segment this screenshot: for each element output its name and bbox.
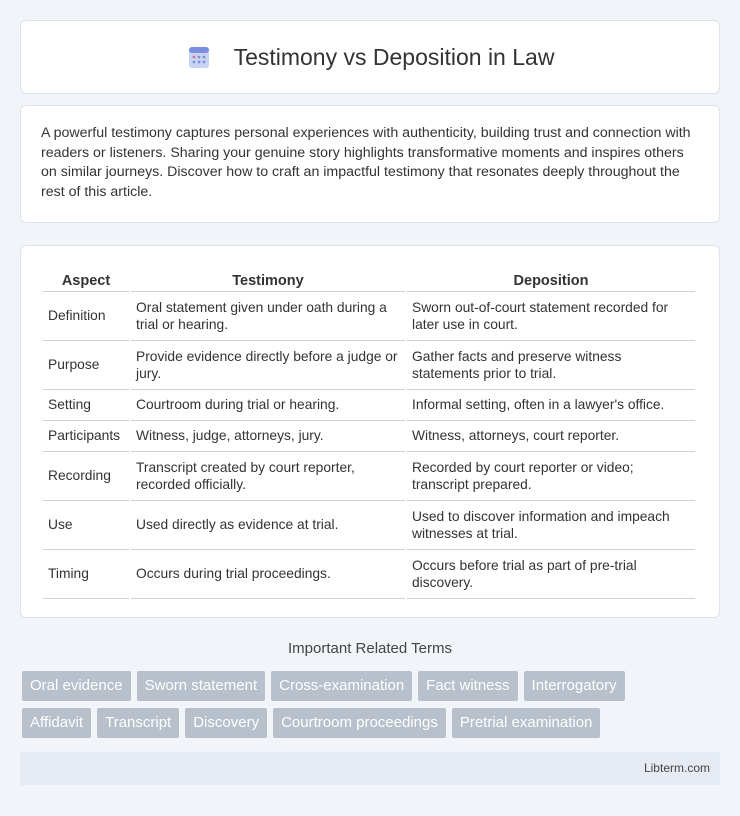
table-row [43,421,695,452]
header-card [20,20,720,94]
header-deposition: Deposition [407,266,695,292]
intro-text: A powerful testimony captures personal experiences with authenticity, building trust and connection with readers or listeners. Sharing your genuine story highlights transformative moments and inspires others on similar journeys. Discover how to craft an impactful testimony that resonates deeply throughout the rest of this article. [41,125,691,200]
tag-courtroom-proceedings[interactable]: Courtroom proceedings [273,708,446,738]
table-row [43,452,695,501]
comparison-table-card [20,245,720,618]
deposition-cell: Recorded by court reporter or video; transcript prepared. [407,452,695,501]
deposition-cell: Gather facts and preserve witness statements prior to trial. [407,341,695,390]
aspect-cell: Definition [43,292,129,341]
deposition-cell: Used to discover information and impeach witnesses at trial. [407,501,695,550]
page-title: Testimony vs Deposition in Law [233,43,555,70]
testimony-cell: Transcript created by court reporter, recorded officially. [131,452,405,501]
aspect-cell: Timing [43,550,129,599]
header-testimony: Testimony [131,266,405,292]
header-aspect: Aspect [43,266,129,292]
aspect-cell: Setting [43,390,129,421]
testimony-cell: Oral statement given under oath during a trial or hearing. [131,292,405,341]
footer-site-link[interactable]: Libterm.com [643,761,710,775]
related-terms-list [22,671,722,745]
deposition-cell: Sworn out-of-court statement recorded for later use in court. [407,292,695,341]
table-row [43,390,695,421]
tag-fact-witness[interactable]: Fact witness [418,671,517,701]
intro-card [20,105,720,223]
table-row [43,550,695,599]
tag-cross-examination[interactable]: Cross-examination [271,671,412,701]
testimony-cell: Provide evidence directly before a judge or jury. [131,341,405,390]
testimony-cell: Occurs during trial proceedings. [131,550,405,599]
aspect-cell: Purpose [43,341,129,390]
table-row [43,292,695,341]
tag-transcript[interactable]: Transcript [97,708,179,738]
table-header-row [43,266,695,292]
tag-sworn-statement[interactable]: Sworn statement [137,671,266,701]
tag-pretrial-examination[interactable]: Pretrial examination [452,708,601,738]
tag-row [22,671,722,701]
deposition-cell: Occurs before trial as part of pre-trial discovery. [407,550,695,599]
testimony-cell: Witness, judge, attorneys, jury. [131,421,405,452]
tag-affidavit[interactable]: Affidavit [22,708,91,738]
deposition-cell: Informal setting, often in a lawyer's office. [407,390,695,421]
tag-discovery[interactable]: Discovery [185,708,267,738]
footer [20,752,720,785]
table-row [43,501,695,550]
aspect-cell: Use [43,501,129,550]
tag-row [22,708,722,738]
tag-interrogatory[interactable]: Interrogatory [524,671,625,701]
tag-oral-evidence[interactable]: Oral evidence [22,671,131,701]
aspect-cell: Recording [43,452,129,501]
related-terms-title: Important Related Terms [288,640,452,657]
aspect-cell: Participants [43,421,129,452]
comparison-table [41,266,697,599]
testimony-cell: Used directly as evidence at trial. [131,501,405,550]
testimony-cell: Courtroom during trial or hearing. [131,390,405,421]
document-calendar-icon [186,44,212,70]
table-row [43,341,695,390]
deposition-cell: Witness, attorneys, court reporter. [407,421,695,452]
